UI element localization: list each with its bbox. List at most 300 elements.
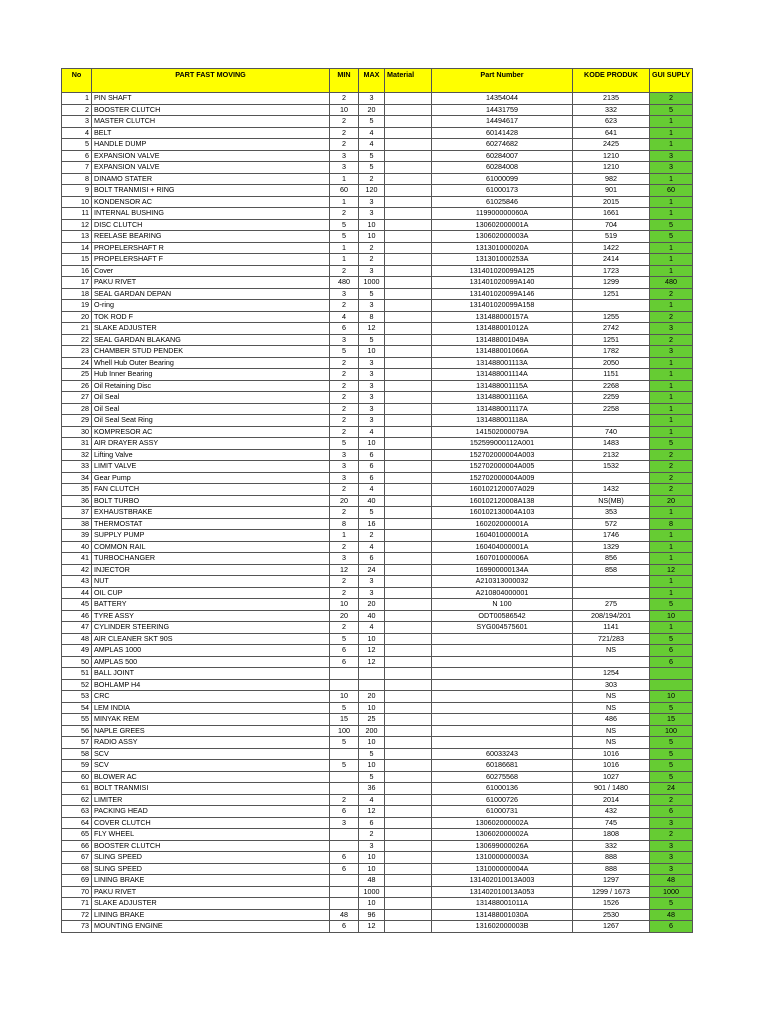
cell-material [385, 150, 432, 162]
cell-part-number: 152702000004A005 [432, 461, 573, 473]
cell-min: 3 [330, 461, 359, 473]
cell-max: 16 [359, 518, 385, 530]
cell-max: 20 [359, 104, 385, 116]
cell-kode-produk: 888 [573, 863, 650, 875]
cell-part-name: KONDENSOR AC [92, 196, 330, 208]
cell-no: 56 [62, 725, 92, 737]
cell-material [385, 472, 432, 484]
cell-material [385, 116, 432, 128]
cell-min: 5 [330, 737, 359, 749]
cell-kode-produk: 1661 [573, 208, 650, 220]
cell-gui-supply: 12 [650, 564, 693, 576]
cell-part-name: SUPPLY PUMP [92, 530, 330, 542]
cell-min: 3 [330, 817, 359, 829]
cell-part-name: BOLT TRANMISI + RING [92, 185, 330, 197]
cell-max: 5 [359, 771, 385, 783]
cell-no: 55 [62, 714, 92, 726]
cell-max: 6 [359, 817, 385, 829]
cell-no: 38 [62, 518, 92, 530]
cell-material [385, 875, 432, 887]
cell-gui-supply: 8 [650, 518, 693, 530]
table-row [62, 668, 693, 680]
cell-gui-supply: 60 [650, 185, 693, 197]
cell-max: 36 [359, 783, 385, 795]
cell-material [385, 346, 432, 358]
cell-gui-supply: 1 [650, 587, 693, 599]
cell-material [385, 553, 432, 565]
cell-gui-supply: 1 [650, 173, 693, 185]
cell-gui-supply: 5 [650, 771, 693, 783]
cell-max: 5 [359, 162, 385, 174]
table-row [62, 622, 693, 634]
cell-part-number: 131488001116A [432, 392, 573, 404]
table-row [62, 921, 693, 933]
cell-part-number: 160401000001A [432, 530, 573, 542]
cell-kode-produk: 623 [573, 116, 650, 128]
cell-part-name: DISC CLUTCH [92, 219, 330, 231]
cell-part-name: OIL CUP [92, 587, 330, 599]
table-row [62, 426, 693, 438]
cell-material [385, 426, 432, 438]
cell-gui-supply: 10 [650, 691, 693, 703]
cell-no: 61 [62, 783, 92, 795]
cell-kode-produk: 2050 [573, 357, 650, 369]
cell-no: 69 [62, 875, 92, 887]
cell-max: 3 [359, 300, 385, 312]
cell-min: 2 [330, 116, 359, 128]
table-row [62, 288, 693, 300]
cell-material [385, 300, 432, 312]
cell-max: 6 [359, 553, 385, 565]
cell-part-name: Oil Retaining Disc [92, 380, 330, 392]
cell-no: 22 [62, 334, 92, 346]
cell-kode-produk: 1254 [573, 668, 650, 680]
cell-kode-produk: NS(MB) [573, 495, 650, 507]
cell-part-number: 152702000004A003 [432, 449, 573, 461]
cell-gui-supply: 20 [650, 495, 693, 507]
table-row [62, 771, 693, 783]
cell-material [385, 668, 432, 680]
table-row [62, 564, 693, 576]
cell-kode-produk: 275 [573, 599, 650, 611]
cell-material [385, 392, 432, 404]
cell-max: 3 [359, 357, 385, 369]
cell-part-number: 130602000002A [432, 817, 573, 829]
cell-kode-produk: 519 [573, 231, 650, 243]
cell-part-number: 131488001114A [432, 369, 573, 381]
cell-max: 3 [359, 93, 385, 105]
cell-kode-produk: 856 [573, 553, 650, 565]
cell-no: 66 [62, 840, 92, 852]
cell-min: 5 [330, 760, 359, 772]
cell-gui-supply: 2 [650, 288, 693, 300]
cell-part-number: 60284008 [432, 162, 573, 174]
cell-max: 10 [359, 633, 385, 645]
cell-gui-supply: 48 [650, 875, 693, 887]
cell-max: 10 [359, 231, 385, 243]
cell-min: 1 [330, 242, 359, 254]
cell-min: 2 [330, 426, 359, 438]
cell-gui-supply: 2 [650, 484, 693, 496]
cell-min: 3 [330, 449, 359, 461]
header-max: MAX [359, 69, 385, 93]
cell-min [330, 771, 359, 783]
cell-kode-produk [573, 587, 650, 599]
cell-part-name: O-ring [92, 300, 330, 312]
table-row [62, 173, 693, 185]
cell-part-name: AIR CLEANER SKT 90S [92, 633, 330, 645]
cell-material [385, 242, 432, 254]
cell-part-name: BOOSTER CLUTCH [92, 840, 330, 852]
cell-min: 2 [330, 507, 359, 519]
cell-part-number: 169900000134A [432, 564, 573, 576]
cell-gui-supply: 1 [650, 300, 693, 312]
cell-part-number: 141502000079A [432, 426, 573, 438]
cell-max: 10 [359, 737, 385, 749]
cell-no: 62 [62, 794, 92, 806]
cell-max: 4 [359, 622, 385, 634]
cell-part-name: REELASE BEARING [92, 231, 330, 243]
cell-gui-supply: 1 [650, 116, 693, 128]
cell-min: 2 [330, 403, 359, 415]
cell-max: 3 [359, 208, 385, 220]
cell-part-number: N 100 [432, 599, 573, 611]
cell-part-number: 60284007 [432, 150, 573, 162]
cell-gui-supply: 6 [650, 921, 693, 933]
cell-no: 43 [62, 576, 92, 588]
cell-material [385, 484, 432, 496]
table-row [62, 645, 693, 657]
cell-part-number [432, 737, 573, 749]
cell-gui-supply: 2 [650, 461, 693, 473]
cell-no: 70 [62, 886, 92, 898]
table-row [62, 495, 693, 507]
cell-max: 3 [359, 587, 385, 599]
cell-min: 6 [330, 806, 359, 818]
cell-kode-produk: 1141 [573, 622, 650, 634]
cell-kode-produk: 1210 [573, 150, 650, 162]
cell-max: 2 [359, 242, 385, 254]
cell-part-name: BOLT TRANMISI [92, 783, 330, 795]
cell-part-number: A210313000032 [432, 576, 573, 588]
cell-material [385, 748, 432, 760]
cell-gui-supply: 6 [650, 806, 693, 818]
table-row [62, 231, 693, 243]
table-row [62, 403, 693, 415]
cell-part-number [432, 633, 573, 645]
cell-no: 26 [62, 380, 92, 392]
cell-kode-produk: 1532 [573, 461, 650, 473]
cell-material [385, 104, 432, 116]
cell-no: 23 [62, 346, 92, 358]
cell-gui-supply: 3 [650, 346, 693, 358]
cell-min: 2 [330, 265, 359, 277]
cell-gui-supply: 3 [650, 323, 693, 335]
cell-max: 20 [359, 599, 385, 611]
cell-kode-produk [573, 472, 650, 484]
cell-material [385, 277, 432, 289]
cell-min [330, 875, 359, 887]
cell-part-number: 131488001117A [432, 403, 573, 415]
cell-no: 36 [62, 495, 92, 507]
cell-max: 10 [359, 852, 385, 864]
cell-part-number: 131488001066A [432, 346, 573, 358]
table-row [62, 541, 693, 553]
cell-gui-supply: 5 [650, 599, 693, 611]
cell-part-name: PIN SHAFT [92, 93, 330, 105]
cell-part-number [432, 714, 573, 726]
cell-max: 25 [359, 714, 385, 726]
cell-max: 4 [359, 426, 385, 438]
cell-gui-supply: 2 [650, 829, 693, 841]
cell-part-number: 60186681 [432, 760, 573, 772]
cell-gui-supply: 2 [650, 334, 693, 346]
cell-max [359, 679, 385, 691]
table-row [62, 702, 693, 714]
cell-min: 20 [330, 495, 359, 507]
cell-min: 2 [330, 392, 359, 404]
table-row [62, 748, 693, 760]
cell-min [330, 829, 359, 841]
cell-gui-supply: 3 [650, 852, 693, 864]
cell-min: 12 [330, 564, 359, 576]
cell-part-name: LEM INDIA [92, 702, 330, 714]
cell-no: 35 [62, 484, 92, 496]
table-body [62, 93, 693, 933]
table-row [62, 185, 693, 197]
cell-no: 73 [62, 921, 92, 933]
table-row [62, 886, 693, 898]
cell-part-number: 131488001115A [432, 380, 573, 392]
cell-min: 3 [330, 288, 359, 300]
cell-kode-produk [573, 415, 650, 427]
cell-gui-supply: 1 [650, 507, 693, 519]
cell-max: 3 [359, 576, 385, 588]
cell-max: 3 [359, 380, 385, 392]
cell-part-name: EXPANSION VALVE [92, 162, 330, 174]
table-row [62, 461, 693, 473]
cell-part-name: BOOSTER CLUTCH [92, 104, 330, 116]
cell-kode-produk: 1210 [573, 162, 650, 174]
table-row [62, 162, 693, 174]
cell-part-name: LIMIT VALVE [92, 461, 330, 473]
cell-gui-supply: 5 [650, 633, 693, 645]
cell-min: 10 [330, 599, 359, 611]
cell-kode-produk: 332 [573, 104, 650, 116]
table-row [62, 507, 693, 519]
cell-min: 5 [330, 231, 359, 243]
cell-part-name: AMPLAS 1000 [92, 645, 330, 657]
cell-gui-supply: 5 [650, 438, 693, 450]
table-row [62, 875, 693, 887]
cell-material [385, 817, 432, 829]
cell-kode-produk: 332 [573, 840, 650, 852]
cell-material [385, 691, 432, 703]
cell-min: 6 [330, 852, 359, 864]
cell-no: 13 [62, 231, 92, 243]
cell-kode-produk: 1483 [573, 438, 650, 450]
cell-part-number [432, 656, 573, 668]
cell-material [385, 231, 432, 243]
cell-min: 2 [330, 794, 359, 806]
cell-part-number [432, 725, 573, 737]
table-row [62, 852, 693, 864]
cell-no: 54 [62, 702, 92, 714]
cell-kode-produk: 740 [573, 426, 650, 438]
cell-part-name: BALL JOINT [92, 668, 330, 680]
cell-material [385, 323, 432, 335]
cell-part-number: 131401020099A158 [432, 300, 573, 312]
cell-part-name: PAKU RIVET [92, 277, 330, 289]
cell-min: 480 [330, 277, 359, 289]
cell-max: 40 [359, 495, 385, 507]
table-row [62, 760, 693, 772]
cell-part-name: BATTERY [92, 599, 330, 611]
cell-gui-supply: 5 [650, 898, 693, 910]
table-row [62, 829, 693, 841]
cell-kode-produk: 2015 [573, 196, 650, 208]
cell-max: 24 [359, 564, 385, 576]
cell-kode-produk: 2132 [573, 449, 650, 461]
table-row [62, 93, 693, 105]
cell-gui-supply: 3 [650, 162, 693, 174]
header-gui-supply: GUI SUPLY [650, 69, 693, 93]
cell-max: 3 [359, 265, 385, 277]
cell-part-name: KOMPRESOR AC [92, 426, 330, 438]
cell-kode-produk: 1526 [573, 898, 650, 910]
cell-gui-supply: 1000 [650, 886, 693, 898]
cell-min: 8 [330, 518, 359, 530]
cell-part-name: CYLINDER STEERING [92, 622, 330, 634]
table-row [62, 472, 693, 484]
table-row [62, 610, 693, 622]
cell-part-name: FLY WHEEL [92, 829, 330, 841]
cell-no: 30 [62, 426, 92, 438]
cell-min: 6 [330, 645, 359, 657]
cell-material [385, 265, 432, 277]
cell-kode-produk: 2530 [573, 909, 650, 921]
cell-part-name: SLING SPEED [92, 852, 330, 864]
cell-max: 10 [359, 702, 385, 714]
cell-min [330, 668, 359, 680]
table-row [62, 553, 693, 565]
cell-material [385, 311, 432, 323]
cell-min: 3 [330, 162, 359, 174]
cell-min: 3 [330, 553, 359, 565]
cell-gui-supply: 10 [650, 610, 693, 622]
cell-part-name: LIMITER [92, 794, 330, 806]
cell-max: 5 [359, 288, 385, 300]
cell-material [385, 656, 432, 668]
cell-no: 58 [62, 748, 92, 760]
cell-part-name: SEAL GARDAN BLAKANG [92, 334, 330, 346]
cell-material [385, 771, 432, 783]
cell-min: 20 [330, 610, 359, 622]
cell-max: 12 [359, 656, 385, 668]
cell-part-number: SYG004575601 [432, 622, 573, 634]
cell-max: 3 [359, 369, 385, 381]
cell-part-number: 131488001049A [432, 334, 573, 346]
cell-part-number: 152702000004A009 [432, 472, 573, 484]
cell-no: 6 [62, 150, 92, 162]
cell-no: 32 [62, 449, 92, 461]
cell-gui-supply: 5 [650, 737, 693, 749]
cell-part-number: 61000726 [432, 794, 573, 806]
cell-no: 10 [62, 196, 92, 208]
cell-part-name: Gear Pump [92, 472, 330, 484]
cell-gui-supply: 1 [650, 265, 693, 277]
cell-max: 5 [359, 116, 385, 128]
cell-max [359, 668, 385, 680]
cell-kode-produk: 1027 [573, 771, 650, 783]
cell-no: 1 [62, 93, 92, 105]
cell-gui-supply: 1 [650, 530, 693, 542]
cell-part-number: 131602000003B [432, 921, 573, 933]
cell-no: 11 [62, 208, 92, 220]
cell-gui-supply: 6 [650, 656, 693, 668]
cell-material [385, 921, 432, 933]
cell-gui-supply: 1 [650, 208, 693, 220]
cell-kode-produk: 1782 [573, 346, 650, 358]
cell-material [385, 380, 432, 392]
cell-part-name: AMPLAS 500 [92, 656, 330, 668]
cell-material [385, 254, 432, 266]
table-row [62, 334, 693, 346]
cell-part-name: TURBOCHANGER [92, 553, 330, 565]
table-row [62, 323, 693, 335]
cell-gui-supply: 5 [650, 748, 693, 760]
cell-kode-produk: 572 [573, 518, 650, 530]
header-part-number: Part Number [432, 69, 573, 93]
cell-no: 24 [62, 357, 92, 369]
cell-gui-supply: 5 [650, 760, 693, 772]
cell-part-number: 160102120007A029 [432, 484, 573, 496]
cell-kode-produk: 486 [573, 714, 650, 726]
cell-min: 2 [330, 415, 359, 427]
cell-kode-produk: 704 [573, 219, 650, 231]
cell-part-number: 61000173 [432, 185, 573, 197]
cell-kode-produk: 901 / 1480 [573, 783, 650, 795]
cell-part-name: Oil Seal Seat Ring [92, 415, 330, 427]
cell-part-name: EXHAUSTBRAKE [92, 507, 330, 519]
cell-part-number: 61025846 [432, 196, 573, 208]
cell-max: 10 [359, 760, 385, 772]
cell-material [385, 783, 432, 795]
cell-part-number: 61000099 [432, 173, 573, 185]
cell-gui-supply: 1 [650, 242, 693, 254]
cell-material [385, 863, 432, 875]
cell-material [385, 334, 432, 346]
cell-no: 39 [62, 530, 92, 542]
cell-gui-supply: 1 [650, 622, 693, 634]
cell-no: 25 [62, 369, 92, 381]
cell-part-number: 160102130004A103 [432, 507, 573, 519]
cell-gui-supply: 1 [650, 541, 693, 553]
cell-part-number: 131000000004A [432, 863, 573, 875]
cell-kode-produk: 2135 [573, 93, 650, 105]
cell-part-name: INJECTOR [92, 564, 330, 576]
cell-kode-produk: 745 [573, 817, 650, 829]
cell-gui-supply: 1 [650, 403, 693, 415]
cell-kode-produk: 1329 [573, 541, 650, 553]
cell-part-name: CHAMBER STUD PENDEK [92, 346, 330, 358]
cell-part-number [432, 645, 573, 657]
cell-min: 3 [330, 472, 359, 484]
cell-kode-produk: 888 [573, 852, 650, 864]
cell-kode-produk: NS [573, 691, 650, 703]
cell-gui-supply: 2 [650, 311, 693, 323]
table-row [62, 346, 693, 358]
